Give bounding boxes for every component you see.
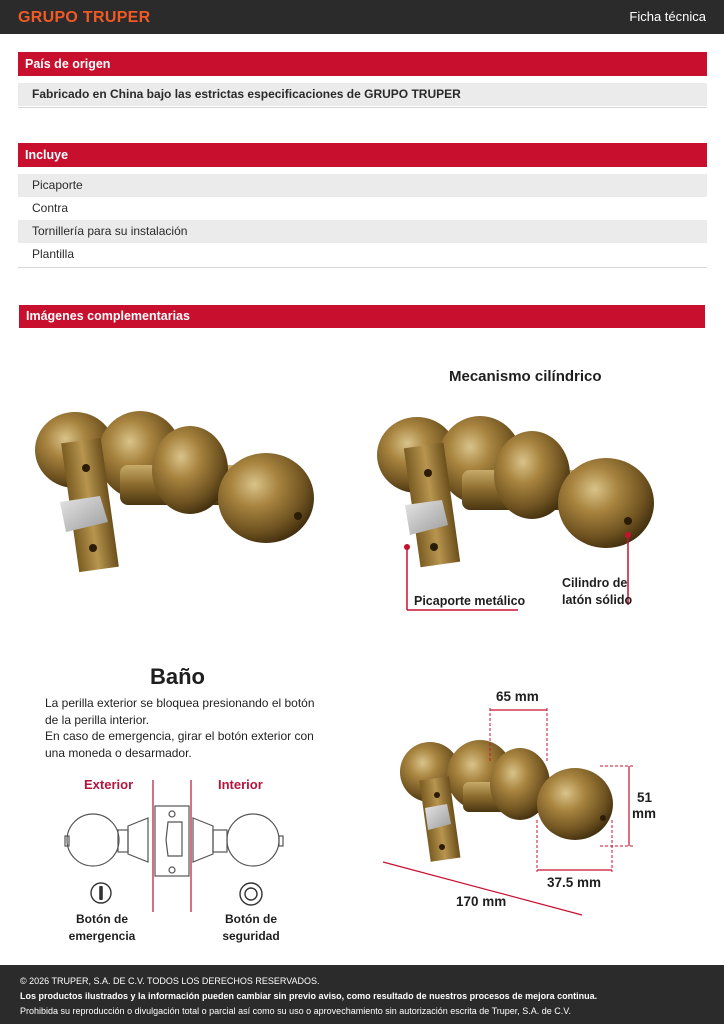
include-item: Contra: [32, 201, 69, 215]
top-bar: [0, 0, 724, 34]
dimensions-diagram: [375, 700, 665, 925]
brand-logo: GRUPO TRUPER: [18, 9, 151, 26]
notice-text: Los productos ilustrados y la información pueden cambiar sin previo aviso, como resultado de nuestros procesos de mejora continua.: [20, 991, 598, 1001]
origin-text: Fabricado en China bajo las estrictas especificaciones de GRUPO TRUPER: [18, 83, 707, 106]
knob-depth-dimension: 37.5 mm: [547, 875, 602, 890]
cylinder-callout-line1: Cilindro de: [562, 576, 628, 590]
section-header-origin: País de origen: [18, 52, 707, 76]
label-line: Botón de: [225, 912, 277, 926]
security-button-label: [206, 911, 296, 945]
total-length-dimension: 170 mm: [456, 894, 507, 909]
label-line: seguridad: [222, 929, 280, 943]
footer: [0, 965, 724, 1024]
bathroom-description: [45, 695, 315, 761]
include-item: Tornillería para su instalación: [18, 220, 707, 243]
prohibition-text: Prohibida su reproducción o divulgación total o parcial así como su uso o aprovechamiento sin autorización escrita de Truper, S.A. de C.V.: [20, 1006, 571, 1016]
label-line: emergencia: [68, 929, 136, 943]
label-line: Botón de: [76, 912, 128, 926]
exterior-label: Exterior: [84, 777, 134, 792]
security-button-icon: [238, 881, 264, 907]
backset-dimension: 65 mm: [496, 689, 539, 704]
doc-type-label: Ficha técnica: [629, 9, 706, 24]
description-line: La perilla exterior se bloquea presionando el botón: [45, 696, 315, 710]
include-item: Picaporte: [18, 174, 707, 197]
latch-callout: Picaporte metálico: [414, 594, 526, 608]
section-header-includes: Incluye: [18, 143, 707, 167]
bathroom-title: Baño: [150, 664, 205, 689]
height-dimension-value: 51: [637, 790, 653, 805]
knob-lockset-image: [30, 400, 320, 575]
interior-label: Interior: [218, 777, 263, 792]
height-dimension-unit: mm: [632, 806, 657, 821]
mechanism-title: Mecanismo cilíndrico: [449, 368, 602, 385]
emergency-button-label: [57, 911, 147, 945]
divider: [18, 267, 707, 268]
divider: [18, 107, 707, 108]
copyright-text: © 2026 TRUPER, S.A. DE C.V. TODOS LOS DERECHOS RESERVADOS.: [20, 976, 320, 986]
description-line: una moneda o desarmador.: [45, 745, 192, 760]
cylinder-callout-line2: latón sólido: [562, 593, 633, 607]
description-line: En caso de emergencia, girar el botón exterior con: [45, 729, 314, 743]
description-line: de la perilla interior.: [45, 712, 150, 727]
section-header-images: Imágenes complementarias: [19, 305, 705, 328]
emergency-button-icon: [89, 881, 113, 905]
include-item: Plantilla: [32, 247, 75, 261]
